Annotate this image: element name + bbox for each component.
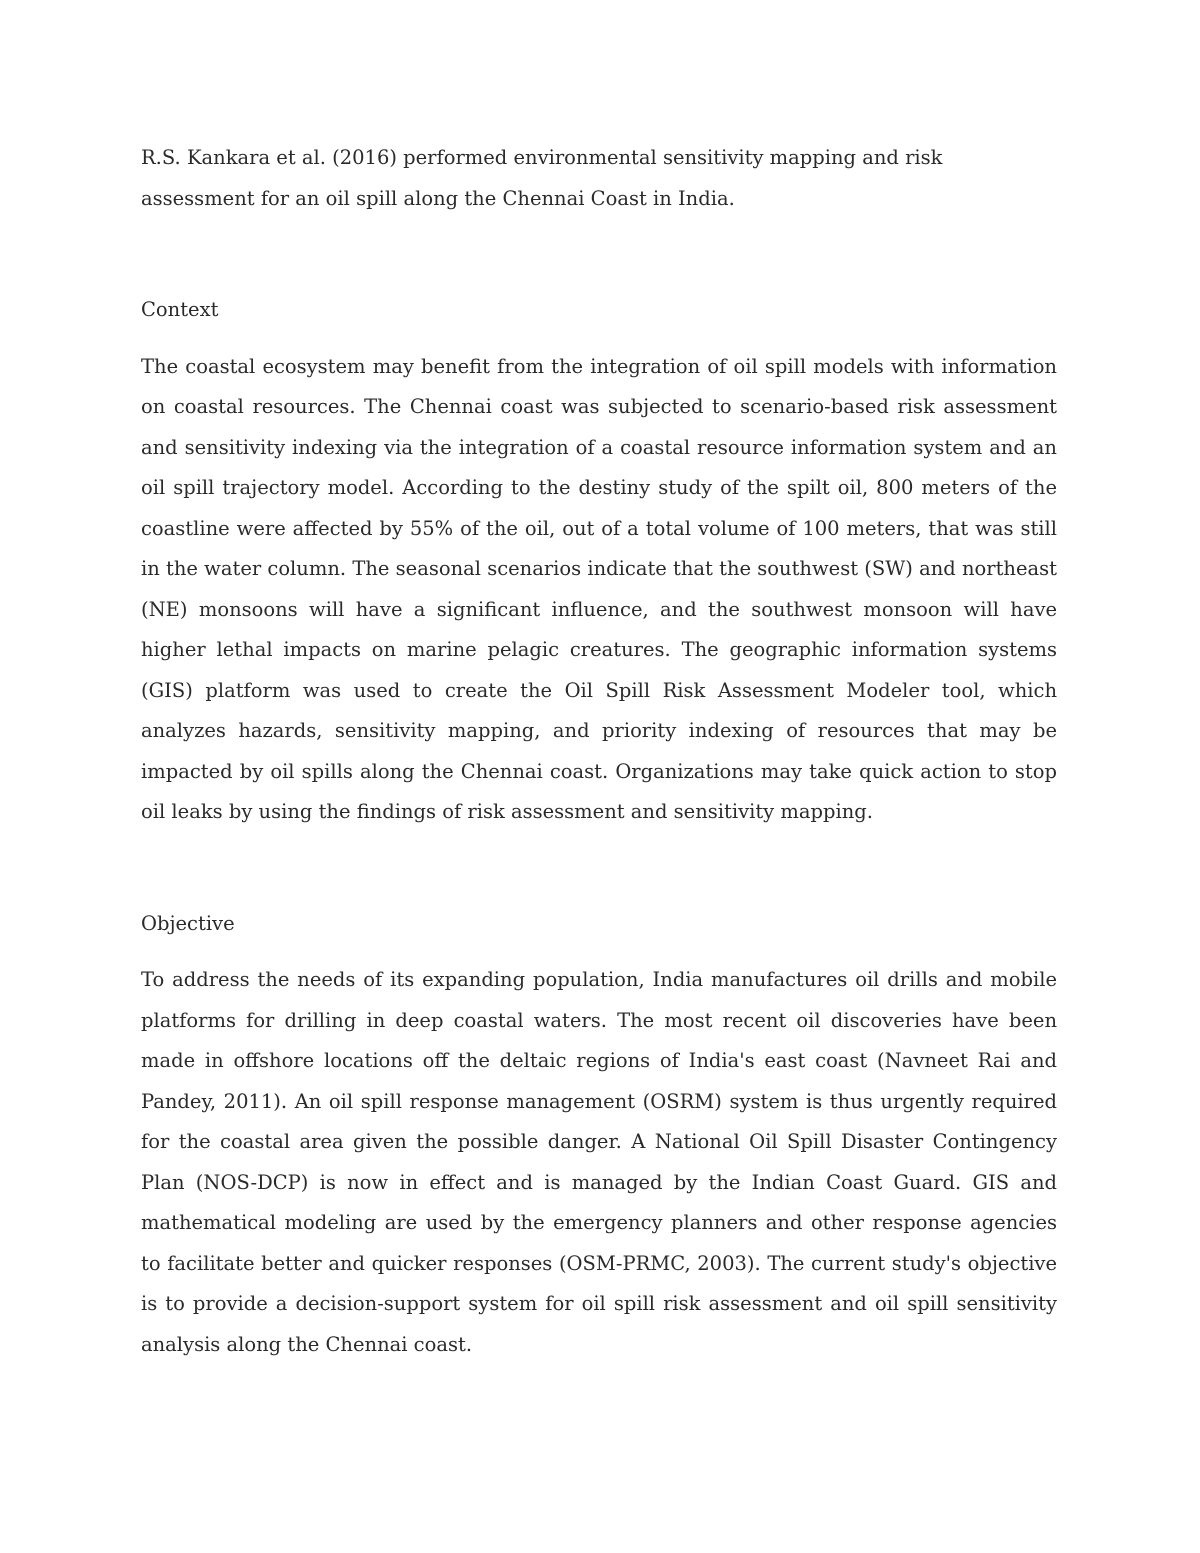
section-heading-context: Context: [141, 298, 219, 321]
document-content: [141, 138, 1057, 1365]
intro-paragraph: R.S. Kankara et al. (2016) performed environmental sensitivity mapping and risk assessment for an oil spill along the Chennai Coast in India.: [141, 146, 943, 210]
section-heading-objective: Objective: [141, 911, 235, 935]
objective-paragraph: To address the needs of its expanding population, India manufactures oil drills and mobile platforms for drilling in deep coastal waters. The most recent oil discoveries have been made in offshore locations off the deltaic regions of India's east coast (Navneet Rai and Pandey, 2011). An oil spill response management (OSRM) system is thus urgently required for the coastal area given the possible danger. A National Oil Spill Disaster Contingency Plan (NOS-DCP) is now in effect and is managed by the Indian Coast Guard. GIS and mathematical modeling are used by the emergency planners and other response agencies to facilitate better and quicker responses (OSM-PRMC, 2003). The current study's objective is to provide a decision-support system for oil spill risk assessment and oil spill sensitivity analysis along the Chennai coast.: [141, 968, 1057, 1356]
context-paragraph: The coastal ecosystem may benefit from the integration of oil spill models with information on coastal resources. The Chennai coast was subjected to scenario-based risk assessment and sensitivity indexing via the integration of a coastal resource information system and an oil spill trajectory model. According to the destiny study of the spilt oil, 800 meters of the coastline were affected by 55% of the oil, out of a total volume of 100 meters, that was still in the water column. The seasonal scenarios indicate that the southwest (SW) and northeast (NE) monsoons will have a significant influence, and the southwest monsoon will have higher lethal impacts on marine pelagic creatures. The geographic information systems (GIS) platform was used to create the Oil Spill Risk Assessment Modeler tool, which analyzes hazards, sensitivity mapping, and priority indexing of resources that may be impacted by oil spills along the Chennai coast. Organizations may take quick action to stop oil leaks by using the findings of risk assessment and sensitivity mapping.: [141, 354, 1057, 823]
